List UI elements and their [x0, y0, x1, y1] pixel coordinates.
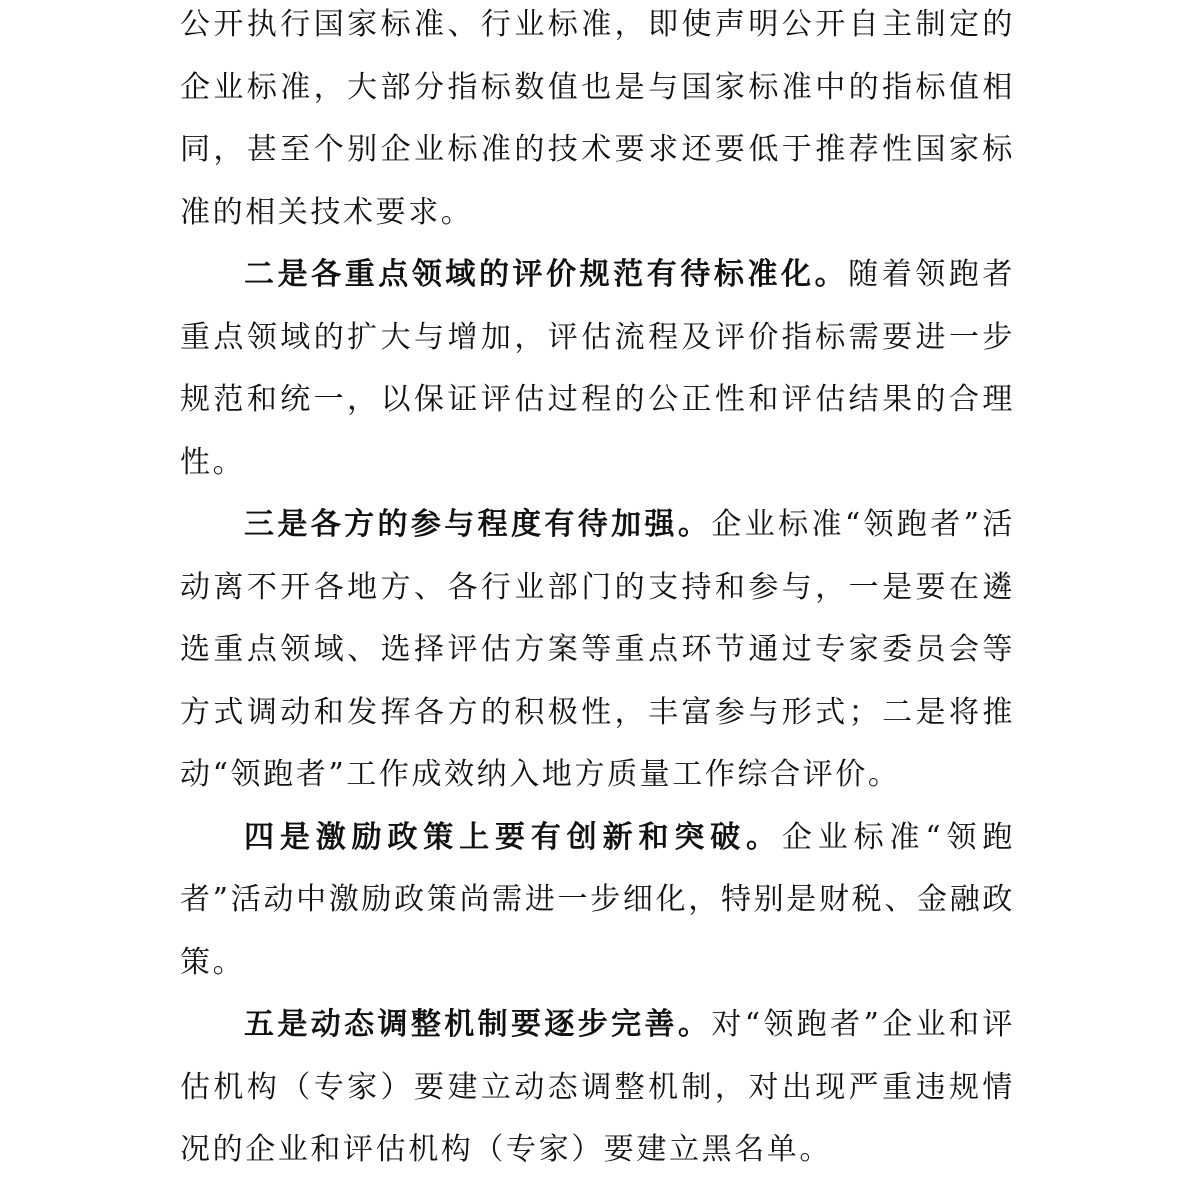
paragraph-text: 对“领跑者”企业和评估机构（专家）要建立动态调整机制，对出现严重违规情况的企业和评估机构（专家）要建立黑名单。 — [180, 1007, 1015, 1167]
paragraph-lead: 五是动态调整机制要逐步完善。 — [244, 1007, 712, 1042]
paragraph-lead: 二是各重点领域的评价规范有待标准化。 — [244, 257, 849, 292]
paragraph-lead: 三是各方的参与程度有待加强。 — [244, 507, 712, 542]
paragraph-lead: 四是激励政策上要有创新和突破。 — [244, 819, 782, 855]
paragraph-text: 企业标准“领跑者”活动离不开各地方、各行业部门的支持和参与，一是要在遴选重点领域、选择评估方案等重点环节通过专家委员会等方式调动和发挥各方的积极性，丰富参与形式；二是将推动“领跑者”工作成效纳入地方质量工作综合评价。 — [180, 507, 1015, 792]
paragraph-4 — [180, 807, 1015, 995]
paragraph-3 — [180, 494, 1015, 807]
document-page — [180, 0, 1016, 1167]
paragraph-text: 公开执行国家标准、行业标准，即使声明公开自主制定的企业标准，大部分指标数值也是与国家标准中的指标值相同，甚至个别企业标准的技术要求还要低于推荐性国家标准的相关技术要求。 — [180, 7, 1015, 230]
paragraph-text: 随着领跑者重点领域的扩大与增加，评估流程及评价指标需要进一步规范和统一，以保证评估过程的公正性和评估结果的合理性。 — [180, 257, 1015, 480]
paragraph-2 — [180, 244, 1015, 494]
paragraph-text: 企业标准“领跑者”活动中激励政策尚需进一步细化，特别是财税、金融政策。 — [180, 819, 1016, 980]
paragraph-5 — [180, 994, 1015, 1182]
paragraph-continuation — [180, 0, 1015, 244]
